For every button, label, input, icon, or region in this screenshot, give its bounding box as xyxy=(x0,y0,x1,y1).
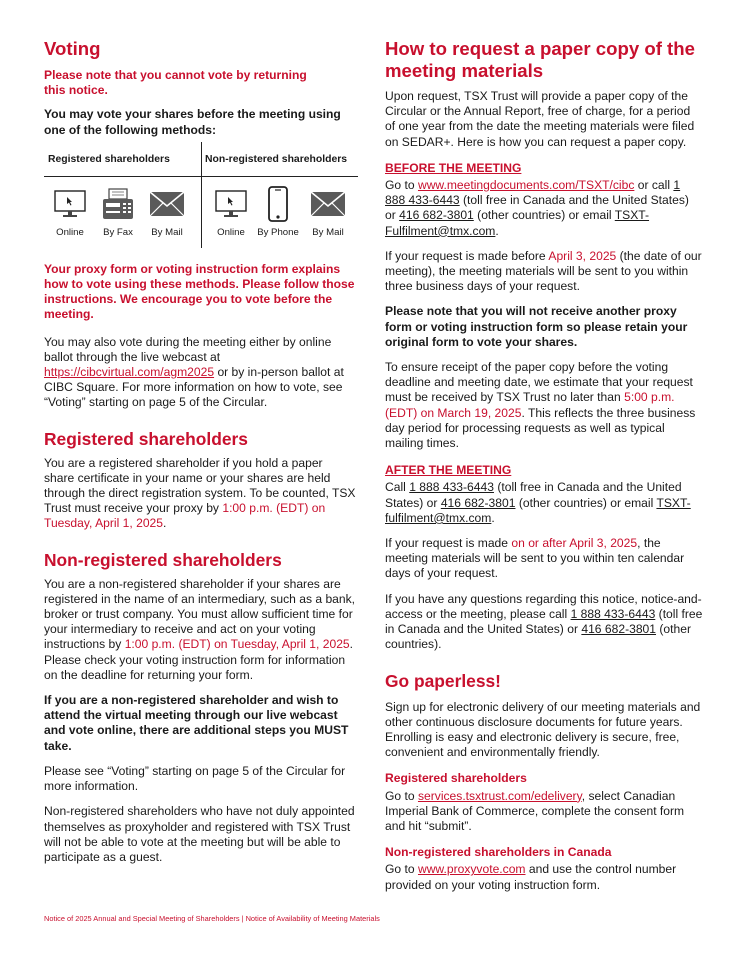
left-column xyxy=(44,38,356,875)
questions-or: or xyxy=(567,622,578,637)
nonregistered-bold-note: If you are a non-registered shareholder and wish to attend the virtual meeting through our live webcast and vote online, there are additional steps you MUST take. xyxy=(44,693,349,753)
envelope-icon xyxy=(149,191,185,217)
voting-intro: You may vote your shares before the meeting using one of the following methods: xyxy=(44,107,341,137)
before-if-text-end: (the date of our meeting), the meeting materials will be sent to you within three business days of your request. xyxy=(385,248,702,294)
after-meeting-timing xyxy=(385,536,703,582)
after-meeting-heading: AFTER THE MEETING xyxy=(385,463,512,478)
voting-warning-line2: this notice. xyxy=(44,83,108,98)
after-if-text: If your request is made xyxy=(385,536,509,551)
vote-during-text: You may also vote during the meeting either by online ballot through the live webcast at xyxy=(44,334,332,364)
nonregistered-body-end: . Please check your voting instruction form for information on the deadline for returning your form. xyxy=(44,637,354,682)
registered-text xyxy=(44,456,356,532)
after-call: Call xyxy=(385,480,406,495)
phone-tollfree-link[interactable]: 1 888 433-6443 xyxy=(570,606,656,621)
after-meeting-contact xyxy=(385,480,703,526)
envelope-icon xyxy=(310,191,346,217)
proxy-form-note: Your proxy form or voting instruction form explains how to vote using these methods. Please follow those instructions. We encourage you to vote before the meeting. xyxy=(44,261,355,322)
phone-tollfree-link[interactable]: 1 888 433-6443 xyxy=(409,480,494,495)
nonreg-goto: Go to xyxy=(385,862,415,877)
after-tollfree-desc: (toll free in Canada and the United States) or xyxy=(385,480,682,510)
paper-copy-title: How to request a paper copy of the meeting materials xyxy=(385,38,695,81)
retain-form-note: Please note that you will not receive another proxy form or voting instruction form so please retain your original form to vote your shares. xyxy=(385,304,688,349)
paperless-intro: Sign up for electronic delivery of our meeting materials and other continuous disclosure documents for future years. Enrolling is easy and electronic delivery is secure, free, convenient and environmentally friendly. xyxy=(385,699,701,760)
method-phone xyxy=(250,187,306,240)
voting-methods-table xyxy=(44,142,358,252)
phone-tollfree-link[interactable]: 1 888 433-6443 xyxy=(385,178,681,208)
method-mail-registered xyxy=(139,187,195,240)
questions-note xyxy=(385,592,703,653)
page-footer: Notice of 2025 Annual and Special Meeting of Shareholders | Notice of Availability of Meeting Materials xyxy=(44,914,380,923)
right-column xyxy=(385,38,703,903)
tollfree-desc: (toll free in Canada and the United States) xyxy=(463,193,689,208)
see-voting-note: Please see “Voting” starting on page 5 of the Circular for more information. xyxy=(44,763,346,794)
questions-text: If you have any questions regarding this notice, notice-and-access or the meeting, please call xyxy=(385,591,702,621)
before-if-text: If your request is made before xyxy=(385,248,546,263)
method-label: Online xyxy=(56,226,84,238)
questions-tollfree-desc: (toll free in Canada and the United States) xyxy=(385,606,703,637)
vote-during-meeting xyxy=(44,335,356,411)
email-fulfilment-after-link[interactable]: TSXT-fulfilment@tmx.com xyxy=(385,495,691,525)
receipt-text: To ensure receipt of the paper copy before the voting deadline and meeting date, we estimate that your request must be received by TSX Trust no later than xyxy=(385,360,693,405)
fax-machine-icon xyxy=(101,187,135,221)
method-label: By Phone xyxy=(257,226,299,238)
voting-title: Voting xyxy=(44,38,101,59)
registered-end: . xyxy=(163,516,167,531)
paperless-registered-heading: Registered shareholders xyxy=(385,771,527,786)
before-or-call: or call xyxy=(637,178,671,193)
paperless-nonregistered-heading: Non-registered shareholders in Canada xyxy=(385,845,612,860)
nonreg-rest: and use the control number provided on your voting instruction form. xyxy=(385,862,677,892)
method-label: By Fax xyxy=(103,226,133,238)
voting-warning-line1: Please note that you cannot vote by returning xyxy=(44,68,307,82)
webcast-link[interactable]: https://cibcvirtual.com/agm2025 xyxy=(44,365,215,380)
meetingdocuments-link[interactable]: www.meetingdocuments.com/TSXT/cibc xyxy=(417,178,635,193)
registered-title: Registered shareholders xyxy=(44,428,248,449)
nonregistered-text xyxy=(44,577,356,683)
registered-deadline: 1:00 p.m. (EDT) on Tuesday, April 1, 2025 xyxy=(44,501,326,531)
method-label: By Mail xyxy=(312,226,344,238)
method-label: Online xyxy=(217,226,245,238)
method-label: By Mail xyxy=(151,226,183,238)
meeting-date: April 3, 2025 xyxy=(548,248,617,263)
after-date: on or after April 3, 2025 xyxy=(511,536,638,551)
before-goto: Go to xyxy=(385,178,415,193)
vote-during-text-end: or by in-person ballot at CIBC Square. For more information on how to vote, see “Voting” starting on page 5 of the Circular. xyxy=(44,365,344,410)
receipt-text-end: . This reflects the three business day period for processing requests as well as typical mailing times. xyxy=(385,405,696,451)
or-text: or xyxy=(385,208,396,223)
computer-icon xyxy=(53,189,87,219)
reg-goto: Go to xyxy=(385,788,415,803)
other-desc: (other countries) or email xyxy=(477,208,612,223)
registered-methods-header: Registered shareholders xyxy=(48,153,170,165)
mobile-phone-icon xyxy=(267,186,289,222)
phone-other-link[interactable]: 416 682-3801 xyxy=(581,622,657,637)
table-divider-horizontal xyxy=(44,176,358,177)
reg-rest: , select Canadian Imperial Bank of Commerce, complete the consent form and hit “submit”. xyxy=(385,788,685,833)
questions-other-desc: (other countries). xyxy=(385,622,691,652)
phone-other-link[interactable]: 416 682-3801 xyxy=(399,208,474,223)
after-other-desc: (other countries) or email xyxy=(518,495,654,510)
before-meeting-contact xyxy=(385,178,703,239)
receipt-deadline: 5:00 p.m. (EDT) on March 19, 2025 xyxy=(385,390,675,420)
nonregistered-methods-header: Non-registered shareholders xyxy=(205,153,348,165)
registered-body: You are a registered shareholder if you hold a paper share certificate in your name or your shares are held through the direct registration system. To be counted, TSX Trust must receive your proxy by xyxy=(44,455,356,516)
after-if-text-end: , the meeting materials will be sent to you within ten calendar days of your request. xyxy=(385,536,685,581)
paperless-nonregistered-text xyxy=(385,862,703,892)
edelivery-link[interactable]: services.tsxtrust.com/edelivery xyxy=(417,788,582,803)
method-fax xyxy=(90,187,146,240)
voting-warning xyxy=(44,68,356,98)
guest-note: Non-registered shareholders who have not duly appointed themselves as proxyholder and registered with TSX Trust will not be able to vote at the meeting but will be able to participate as a guest. xyxy=(44,804,355,864)
before-meeting-heading: BEFORE THE MEETING xyxy=(385,160,522,175)
nonregistered-title: Non-registered shareholders xyxy=(44,549,282,570)
paperless-title: Go paperless! xyxy=(385,670,501,691)
paperless-registered-text xyxy=(385,789,703,835)
before-meeting-timing xyxy=(385,249,703,295)
proxyvote-link[interactable]: www.proxyvote.com xyxy=(417,862,526,877)
computer-icon xyxy=(214,189,248,219)
phone-other-link[interactable]: 416 682-3801 xyxy=(440,495,516,510)
paper-copy-intro: Upon request, TSX Trust will provide a paper copy of the Circular or the Annual Report, free of charge, for a period of one year from the date the meeting materials were filed on SEDAR+. Here is how you can request a paper copy. xyxy=(385,89,695,149)
nonregistered-deadline: 1:00 p.m. (EDT) on Tuesday, April 1, 2025 xyxy=(124,637,350,652)
nonregistered-body: You are a non-registered shareholder if your shares are registered in the name of an intermediary, such as a bank, broker or trust company. You must allow sufficient time for your intermediary to receive and act on your voting instructions by xyxy=(44,576,356,652)
method-mail-nonregistered xyxy=(300,187,356,240)
period: . xyxy=(491,510,495,525)
email-fulfilment-link[interactable]: TSXT-Fulfilment@tmx.com xyxy=(385,208,650,238)
receipt-deadline-note xyxy=(385,360,703,451)
period: . xyxy=(495,223,499,238)
